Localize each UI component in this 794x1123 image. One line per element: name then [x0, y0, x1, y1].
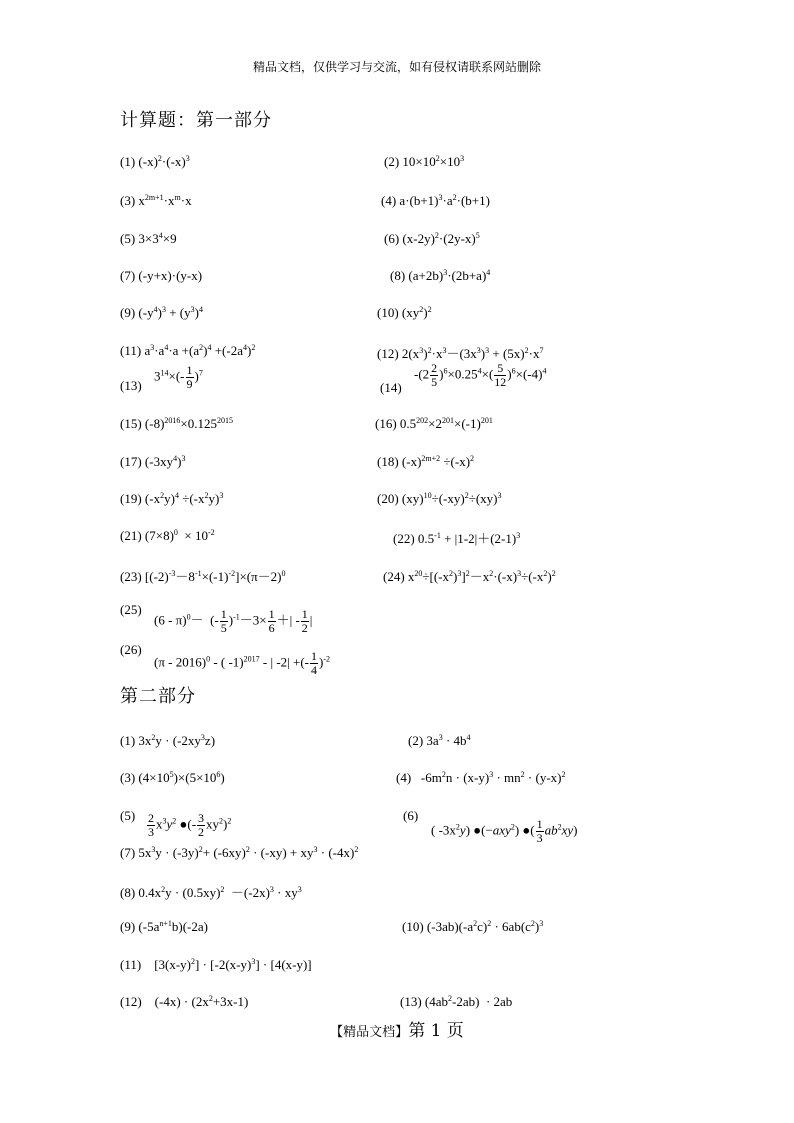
footer-tag: 【精品文档】: [330, 1025, 409, 1040]
problem-10: (10) $(xy^2)^2$: [377, 305, 432, 320]
page-header: 精品文档，仅供学习与交流，如有侵权请联系网站删除: [252, 60, 541, 74]
problem-19: (19) $(-x^2y)^4 \div(-x^2y)^3$: [120, 491, 224, 506]
problem-5: (5) $3\times 3^4\times 9$: [120, 231, 177, 246]
problem-4: (4) $a\cdot(b+1)^3\cdot a^2\cdot(b+1)$: [381, 193, 490, 208]
problem-3: (3) $x^{2m+1}\cdot x^m\cdot x$: [120, 193, 192, 208]
problem-12: (12) $2(x^3)^2\cdot x^3-(3x^3)^3 + (5x)^2\cdot x^7$: [377, 346, 544, 361]
part2-problem-2: (2) $3a^3 \cdot 4b^4$: [408, 733, 471, 748]
problem-1: (1) $(-x)^2\cdot(-x)^3$: [120, 154, 190, 169]
part2-problem-13: (13) $(4ab^2-2ab) \cdot 2ab$: [400, 994, 513, 1009]
part2-problem-4: (4) $-6m^2n \cdot (x-y)^3 \cdot mn^2 \cdot (y-x)^2$: [396, 770, 566, 785]
page-footer: [0, 1016, 794, 1041]
part2-problem-1: (1) $3x^2y \cdot (-2xy^3z)$: [120, 733, 216, 748]
part2-problem-8: (8) $0.4x^2y \cdot (0.5xy)^2 -(-2x)^3 \cdot xy^3$: [120, 885, 302, 900]
part2-problem-7: (7) $5x^3y \cdot (-3y)^2+ (-6xy)^2 \cdot (-xy) + xy^3 \cdot (-4x)^2$: [120, 845, 359, 860]
part2-problem-9: (9) $(-5a^{n+1}b)(-2a)$: [120, 919, 208, 934]
problem-24: (24) $x^{20}\div[(-x^2)^3]^2-x^2\cdot(-x)^3\div(-x^2)^2$: [383, 569, 556, 584]
section1-title: 计算题：第一部分: [120, 110, 272, 131]
problem-18: (18) $(-x)^{2m+2} \div(-x)^2$: [377, 454, 475, 469]
problem-20: (20) $(xy)^{10}\div(-xy)^2\div(xy)^3$: [377, 491, 502, 506]
problem-6: (6) $(x-2y)^2\cdot(2y-x)^5$: [384, 231, 480, 246]
problem-2: (2) $10\times 10^2\times 10^3$: [384, 154, 465, 169]
problem-21: (21) $(7\times 8)^0 \times 10^{-2}$: [120, 528, 215, 543]
problem-11: (11) $a^3\cdot a^4\cdot a +(a^2)^4 +(-2a^4)^2$: [120, 343, 256, 358]
problem-23: (23) $[(-2)^{-3}-8^{-1}\times(-1)^{-2}]\times(\pi-2)^0$: [120, 569, 286, 584]
problem-15: (15) $(-8)^{2016}\times 0.125^{2015}$: [120, 416, 234, 431]
problem-7: (7) (-y+x)·(y-x): [120, 268, 203, 283]
part2-problem-10: (10) $(-3ab)(-a^2c)^2 \cdot 6ab(c^2)^3$: [402, 919, 544, 934]
problem-22: (22) $0.5^{-1} + |1-2|+(2-1)^3$: [393, 531, 521, 546]
part2-problem-12: (12) $(-4x) \cdot (2x^2+3x-1)$: [120, 994, 249, 1009]
problem-16: (16) $0.5^{202}\times 2^{201}\times(-1)^{201}$: [375, 416, 493, 431]
problem-9: (9) $(-y^4)^3 + (y^3)^4$: [120, 305, 203, 320]
section2-title: 第二部分: [120, 686, 196, 707]
part2-problem-3: (3) $(4\times 10^5)\times(5\times 10^6)$: [120, 770, 225, 785]
problem-17: (17) $(-3xy^4)^3$: [120, 454, 186, 469]
part2-problem-11: (11) $[3(x-y)^2] \cdot [-2(x-y)^3] \cdot [4(x-y)]$: [120, 957, 312, 972]
problem-8: (8) $(a+2b)^3\cdot(2b+a)^4$: [390, 268, 491, 283]
page-number: 第 1 页: [408, 1021, 464, 1041]
